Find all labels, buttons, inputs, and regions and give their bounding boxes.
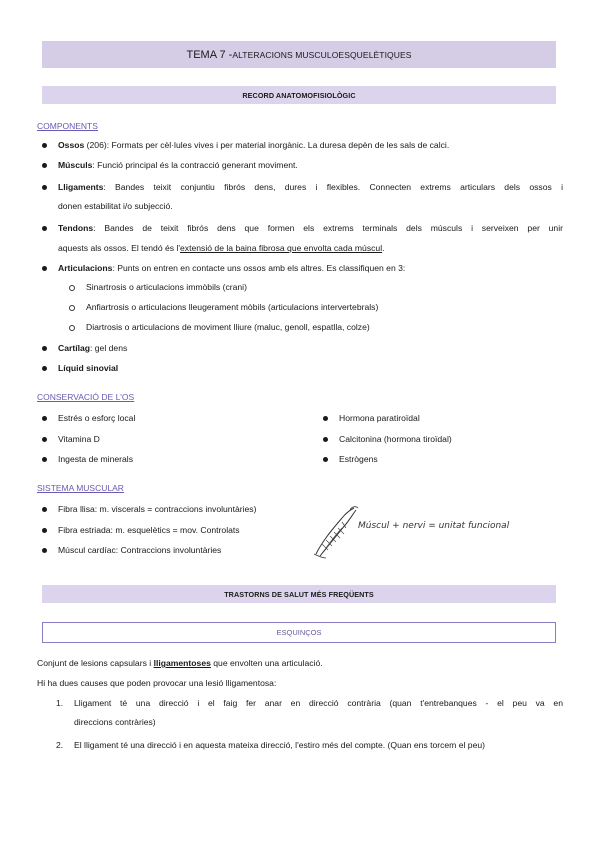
muscular-item: Fibra llisa: m. viscerals = contraccions involuntàries) — [58, 504, 257, 514]
conservacio-right-item: Calcitonina (hormona tiroïdal) — [339, 434, 452, 444]
esquincos-item-1-line2: direccions contràries) — [74, 717, 156, 727]
list-item-ossos: Ossos (206): Formats per cèl·lules vives i per material inorgànic. La duresa depèn de les sals de calci. — [58, 140, 450, 150]
bullet-icon — [42, 346, 47, 351]
bullet-icon — [323, 457, 328, 462]
muscular-heading: SISTEMA MUSCULAR — [37, 483, 124, 493]
bullet-icon — [42, 143, 47, 148]
bullet-icon — [323, 437, 328, 442]
conservacio-left-item: Vitamina D — [58, 434, 100, 444]
bullet-icon — [42, 548, 47, 553]
esquincos-item-1-line1: Lligament té una direcció i el faig fer anar en direcció contrària (quan t'entrebanques - el peu va en — [74, 698, 563, 708]
conservacio-right-item: Estrògens — [339, 454, 378, 464]
list-item-articulacions: Articulacions: Punts on entren en contacte uns ossos amb els altres. Es classifiquen en 3: — [58, 263, 406, 273]
list-item-musculs: Músculs: Funció principal és la contracció generant moviment. — [58, 160, 298, 170]
bullet-icon — [323, 416, 328, 421]
bullet-icon — [42, 437, 47, 442]
list-item-tendons-line2: aquests als ossos. El tendó és l'extensió de la baina fibrosa que envolta cada múscul. — [58, 243, 385, 253]
trastorns-band: TRASTORNS DE SALUT MÉS FREQÜENTS — [42, 585, 556, 603]
muscular-item: Fibra estriada: m. esquelètics = mov. Controlats — [58, 525, 240, 535]
circle-bullet-icon — [69, 325, 75, 331]
circle-bullet-icon — [69, 285, 75, 291]
esquincos-paragraph-2: Hi ha dues causes que poden provocar una lesió lligamentosa: — [37, 678, 277, 688]
bullet-icon — [42, 457, 47, 462]
list-item-liquid-sinovial: Líquid sinovial — [58, 363, 119, 373]
bullet-icon — [42, 416, 47, 421]
conservacio-right-item: Hormona paratiroïdal — [339, 413, 420, 423]
list-item-lligaments-line2: donen estabilitat i/o subjecció. — [58, 201, 173, 211]
sub-item-anfiartrosis: Anfiartrosis o articulacions lleugerament mòbils (articulacions intervertebrals) — [86, 302, 379, 312]
sub-item-diartrosis: Diartrosis o articulacions de moviment lliure (maluc, genoll, espatlla, colze) — [86, 322, 370, 332]
list-item-cartilag: Cartílag: gel dens — [58, 343, 128, 353]
bullet-icon — [42, 185, 47, 190]
list-item-tendons-line1: Tendons: Bandes de teixit fibrós dens que formen els extrems terminals dels músculs i serveixen per unir — [58, 223, 563, 233]
list-item-lligaments-line1: Lligaments: Bandes teixit conjuntiu fibrós dens, dures i flexibles. Connecten extrems articulars dels ossos i — [58, 182, 563, 192]
esquincos-paragraph-1: Conjunt de lesions capsulars i lligamentoses que envolten una articulació. — [37, 658, 323, 668]
conservacio-left-item: Ingesta de minerals — [58, 454, 133, 464]
list-number: 1. — [56, 698, 64, 708]
bullet-icon — [42, 366, 47, 371]
title-bar — [42, 41, 556, 68]
bullet-icon — [42, 266, 47, 271]
components-heading: COMPONENTS — [37, 121, 98, 131]
sub-item-sinartrosis: Sinartrosis o articulacions immòbils (crani) — [86, 282, 247, 292]
handwritten-note: Múscul + nervi = unitat funcional — [358, 521, 510, 531]
bullet-icon — [42, 163, 47, 168]
conservacio-left-item: Estrés o esforç local — [58, 413, 136, 423]
title-main: TEMA 7 - — [186, 48, 233, 61]
circle-bullet-icon — [69, 305, 75, 311]
muscular-item: Múscul cardíac: Contraccions involuntàries — [58, 545, 222, 555]
list-number: 2. — [56, 740, 64, 750]
muscle-sketch-icon — [312, 504, 360, 560]
conservacio-heading: CONSERVACIÓ DE L'OS — [37, 392, 135, 402]
bullet-icon — [42, 528, 47, 533]
esquincos-band: ESQUINÇOS — [42, 622, 556, 643]
title-sub: ALTERACIONS MUSCULOESQUELÈTIQUES — [232, 49, 412, 60]
record-band: RECORD ANATOMOFISIOLÒGIC — [42, 86, 556, 104]
esquincos-item-2: El lligament té una direcció i en aquesta mateixa direcció, l'estiro més del compte. (Quan ens torcem el peu) — [74, 740, 485, 750]
bullet-icon — [42, 226, 47, 231]
bullet-icon — [42, 507, 47, 512]
